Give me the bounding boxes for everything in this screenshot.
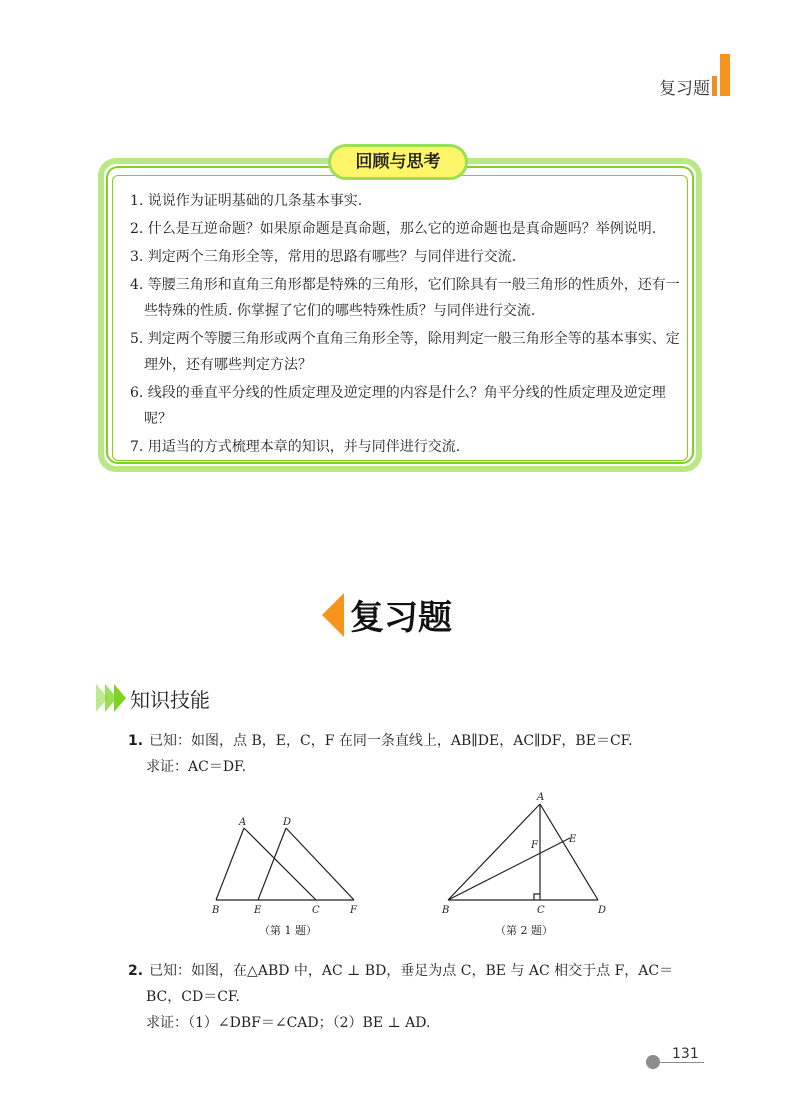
point-label-D: D xyxy=(598,905,607,916)
problem-statement: 已知：如图，点 B，E，C，F 在同一条直线上，AB∥DE，AC∥DF，BE＝CF. xyxy=(149,733,633,749)
figure-2-diagram xyxy=(438,790,618,918)
review-question: 2. 什么是互逆命题？如果原命题是真命题，那么它的逆命题也是真命题吗？举例说明. xyxy=(130,221,657,237)
page-number-rule xyxy=(658,1062,704,1063)
chevron-right-icon xyxy=(114,684,126,712)
section-heading-arrow-icon xyxy=(322,593,344,637)
problem-statement-continued: BC，CD＝CF. xyxy=(146,989,240,1005)
point-label-F: F xyxy=(531,840,538,851)
point-label-E: E xyxy=(569,834,577,845)
review-question: 3. 判定两个三角形全等，常用的思路有哪些？与同伴进行交流. xyxy=(130,249,517,265)
header-decoration-bars xyxy=(712,54,732,96)
review-question: 6. 线段的垂直平分线的性质定理及逆定理的内容是什么？角平分线的性质定理及逆定理呢？ xyxy=(130,385,666,427)
problem-2 xyxy=(128,958,688,1036)
problem-1 xyxy=(128,728,688,780)
problem-number: 1. xyxy=(128,733,144,749)
page-number: 131 xyxy=(672,1046,699,1062)
point-label-B: B xyxy=(442,905,450,916)
review-question: 4. 等腰三角形和直角三角形都是特殊的三角形，它们除具有一般三角形的性质外，还有一些特殊的性质. 你掌握了它们的哪些特殊性质？与同伴进行交流. xyxy=(130,277,680,319)
review-question: 1. 说说作为证明基础的几条基本事实. xyxy=(130,193,363,209)
section-heading-text: 复习题 xyxy=(350,598,452,638)
problem-goal: 求证：AC＝DF. xyxy=(146,759,247,775)
problem-statement: 已知：如图，在△ABD 中，AC ⊥ BD，垂足为点 C，BE 与 AC 相交于点 F，AC＝ xyxy=(149,963,674,979)
point-label-C: C xyxy=(312,905,320,916)
figure-1-caption: （第 1 题） xyxy=(259,924,317,937)
problem-goal: 求证：（1）∠DBF＝∠CAD；（2）BE ⊥ AD. xyxy=(146,1015,431,1031)
figure-2-caption: （第 2 题） xyxy=(495,924,553,937)
figure-1-diagram xyxy=(208,812,368,918)
point-label-D: D xyxy=(283,817,292,828)
figure-1 xyxy=(208,812,368,922)
figure-2 xyxy=(438,790,618,922)
point-label-E: E xyxy=(254,905,262,916)
subsection-heading-text: 知识技能 xyxy=(130,688,210,712)
review-question: 5. 判定两个等腰三角形或两个直角三角形全等，除用判定一般三角形全等的基本事实、定理外，还有哪些判定方法？ xyxy=(130,331,680,373)
point-label-B: B xyxy=(212,905,220,916)
point-label-C: C xyxy=(537,905,545,916)
problem-number: 2. xyxy=(128,963,144,979)
running-header: 复习题 xyxy=(659,79,710,99)
point-label-A: A xyxy=(537,792,545,803)
header-bar-thin xyxy=(712,76,717,96)
header-bar-thick xyxy=(720,54,730,96)
point-label-A: A xyxy=(239,817,247,828)
review-question: 7. 用适当的方式梳理本章的知识，并与同伴进行交流. xyxy=(130,439,461,455)
review-panel-title: 回顾与思考 xyxy=(328,144,468,180)
review-question-list xyxy=(130,188,690,462)
point-label-F: F xyxy=(350,905,357,916)
